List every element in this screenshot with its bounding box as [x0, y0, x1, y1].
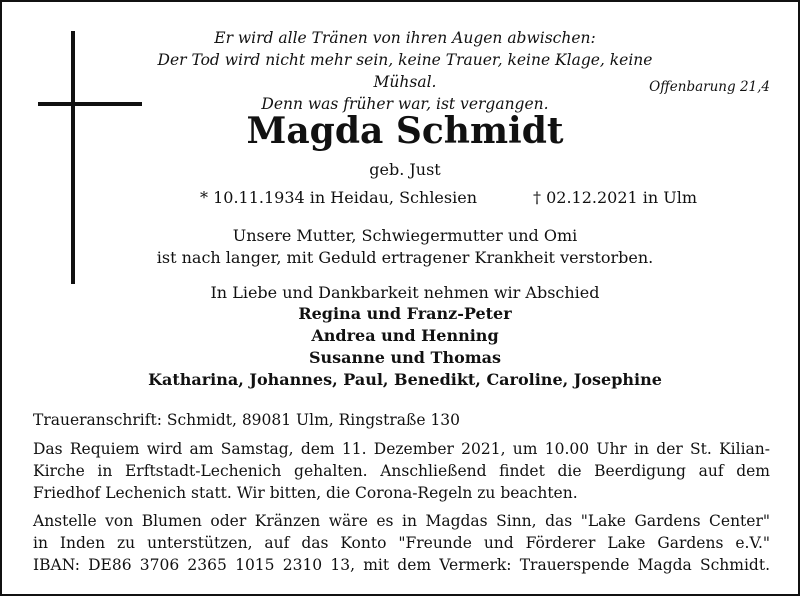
cross-horizontal-bar [38, 102, 142, 106]
maiden-name: geb. Just [369, 160, 441, 179]
deceased-name: Magda Schmidt [246, 110, 564, 152]
verse-line: Der Tod wird nicht mehr sein, keine Trauer, keine Klage, keine Mühsal. [157, 51, 653, 91]
bible-verse [150, 27, 660, 115]
requiem-line: Das Requiem wird am Samstag, dem 11. Dezember 2021, um 10.00 Uhr in der St. Kilian- [33, 440, 770, 458]
requiem-line: Kirche in Erftstadt-Lechenich gehalten. Anschließend findet die Beerdigung auf dem [33, 462, 770, 480]
family-member-line: Susanne und Thomas [308, 348, 502, 367]
mourning-address: Traueranschrift: Schmidt, 89081 Ulm, Ringstraße 130 [33, 411, 461, 429]
cross-vertical-bar [71, 31, 75, 284]
requiem-notice [33, 438, 770, 504]
family-member-line: Andrea und Henning [311, 326, 499, 345]
birth-date: * 10.11.1934 in Heidau, Schlesien [200, 188, 477, 207]
donation-line: in Inden zu unterstützen, auf das Konto "Freunde und Förderer Lake Gardens e.V." [33, 534, 770, 552]
family-member-line: Regina und Franz-Peter [298, 304, 512, 323]
verse-line: Denn was früher war, ist vergangen. [261, 95, 549, 113]
verse-line: Er wird alle Tränen von ihren Augen abwischen: [214, 29, 596, 47]
donation-line: IBAN: DE86 3706 2365 1015 2310 13, mit dem Vermerk: Trauerspende Magda Schmidt. [33, 556, 770, 574]
donation-line: Anstelle von Blumen oder Kränzen wäre es in Magdas Sinn, das "Lake Gardens Center" [33, 512, 770, 530]
farewell-text: In Liebe und Dankbarkeit nehmen wir Abschied [210, 283, 600, 302]
death-message [100, 225, 710, 269]
verse-reference: Offenbarung 21,4 [649, 79, 770, 95]
death-date: † 02.12.2021 in Ulm [533, 188, 698, 207]
family-list [100, 303, 710, 391]
donation-notice [33, 510, 770, 576]
requiem-line: Friedhof Lechenich statt. Wir bitten, die Corona-Regeln zu beachten. [33, 484, 578, 502]
message-line: Unsere Mutter, Schwiegermutter und Omi [232, 226, 578, 245]
message-line: ist nach langer, mit Geduld ertragener Krankheit verstorben. [156, 248, 654, 267]
family-member-line: Katharina, Johannes, Paul, Benedikt, Caroline, Josephine [148, 370, 662, 389]
